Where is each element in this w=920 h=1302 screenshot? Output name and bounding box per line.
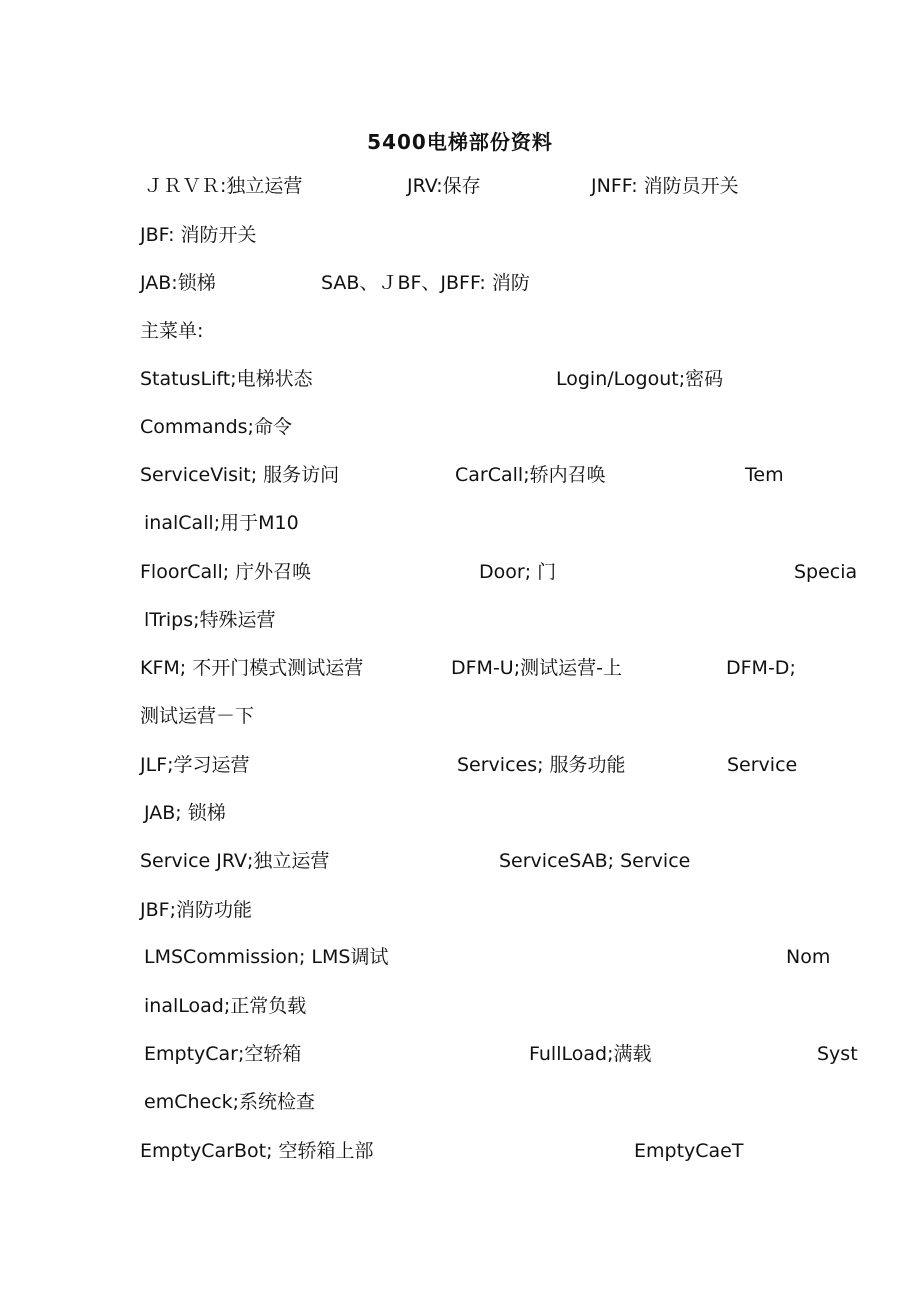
term-jab: JAB:锁梯 (140, 272, 216, 294)
term-dfm-d-part2: 测试运营－下 (140, 705, 255, 727)
term-floor-call: FloorCall; 庁外召唤 (140, 561, 312, 583)
term-special-trips-part2: lTrips;特殊运营 (144, 609, 276, 631)
term-car-call: CarCall;轿内召唤 (455, 464, 606, 486)
term-service-jrv: Service JRV;独立运营 (140, 850, 330, 872)
term-special-trips-part1: Specia (794, 561, 858, 583)
term-jrvr: ＪＲＶＲ:独立运营 (144, 175, 303, 197)
term-service-visit: ServiceVisit; 服务访问 (140, 464, 340, 486)
term-empty-car-bot: EmptyCarBot; 空轿箱上部 (140, 1140, 374, 1162)
term-services: Services; 服务功能 (457, 754, 626, 776)
term-dfm-d-part1: DFM-D; (726, 657, 796, 679)
term-system-check-part1: Syst (817, 1043, 858, 1065)
term-system-check-part2: emCheck;系统检查 (144, 1091, 316, 1113)
term-service-jbf: JBF;消防功能 (140, 899, 252, 921)
term-jnff: JNFF: 消防员开关 (591, 175, 739, 197)
term-jbf: JBF: 消防开关 (140, 224, 257, 246)
term-service-sab: ServiceSAB; Service (499, 850, 691, 872)
term-nominal-load-part2: inalLoad;正常负载 (144, 995, 307, 1017)
term-service-jab-part2: JAB; 锁梯 (144, 802, 226, 824)
term-service-jab-part1: Service (727, 754, 798, 776)
term-kfm: KFM; 不开门模式测试运营 (140, 657, 364, 679)
document-title: 5400电梯部份资料 (367, 130, 553, 154)
term-dfm-u: DFM-U;测试运营-上 (451, 657, 622, 679)
term-full-load: FullLoad;满载 (529, 1043, 652, 1065)
term-jrv: JRV:保存 (407, 175, 481, 197)
term-nominal-load-part1: Nom (786, 946, 831, 968)
term-commands: Commands;命令 (140, 416, 292, 438)
term-empty-car-top: EmptyCaeT (634, 1140, 744, 1162)
term-empty-car: EmptyCar;空轿箱 (144, 1043, 302, 1065)
term-terminal-call-part1: Tem (745, 464, 784, 486)
term-lms-commission: LMSCommission; LMS调试 (144, 946, 389, 968)
term-jlf: JLF;学习运营 (140, 754, 250, 776)
term-login-logout: Login/Logout;密码 (556, 368, 724, 390)
term-sab-jbf-jbff: SAB、ＪBF、JBFF: 消防 (321, 272, 530, 294)
main-menu-heading: 主菜单: (140, 320, 204, 342)
term-status-lift: StatusLift;电梯状态 (140, 368, 313, 390)
term-door: Door; 门 (479, 561, 557, 583)
term-terminal-call-part2: inalCall;用于M10 (144, 512, 299, 534)
